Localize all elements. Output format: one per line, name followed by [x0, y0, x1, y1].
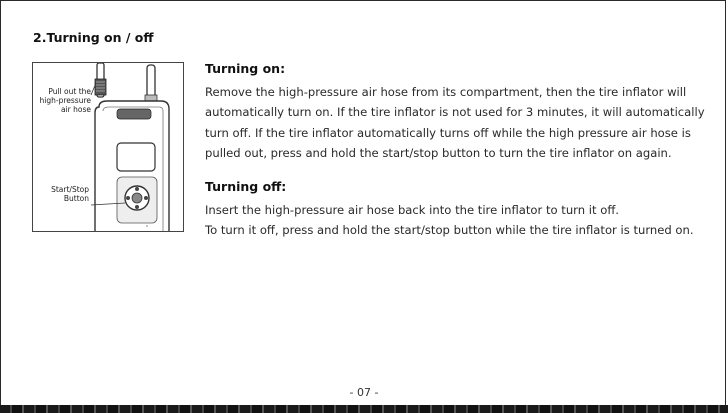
page-number: - 07 - [349, 386, 379, 399]
turning-off-heading: Turning off: [205, 179, 287, 195]
label-button-line-2: Button [63, 194, 89, 203]
turning-on-line-1: Remove the high-pressure air hose from its compartment, then the tire inflator will [205, 85, 687, 99]
turning-on-line-2: automatically turn on. If the tire inflator is not used for 3 minutes, it will automatically [205, 105, 705, 120]
turning-on-line-3: turn off. If the tire inflator automatically turns off while the high pressure air hose is [205, 125, 691, 140]
turning-on-line-4: pulled out, press and hold the start/stop button to turn the tire inflator on again. [205, 145, 672, 160]
inflator-illustration [32, 62, 184, 232]
label-hose-line-2: high-pressure [39, 96, 91, 105]
display-screen [117, 143, 155, 171]
section-title: 2.Turning on / off [33, 30, 154, 45]
label-hose-line-1: Pull out the [48, 87, 91, 96]
label-hose-line-3: air hose [60, 105, 91, 114]
turning-off-line-1: Insert the high-pressure air hose back into the tire inflator to turn it off. [205, 203, 619, 218]
label-button-line-1: Start/Stop [51, 185, 89, 194]
turning-on-heading: Turning on: [205, 61, 286, 76]
turning-off-line-2: To turn it off, press and hold the start/stop button while the tire inflator is turned on. [205, 223, 694, 238]
instructions [205, 60, 705, 241]
bottom-edge-strip [0, 405, 728, 413]
